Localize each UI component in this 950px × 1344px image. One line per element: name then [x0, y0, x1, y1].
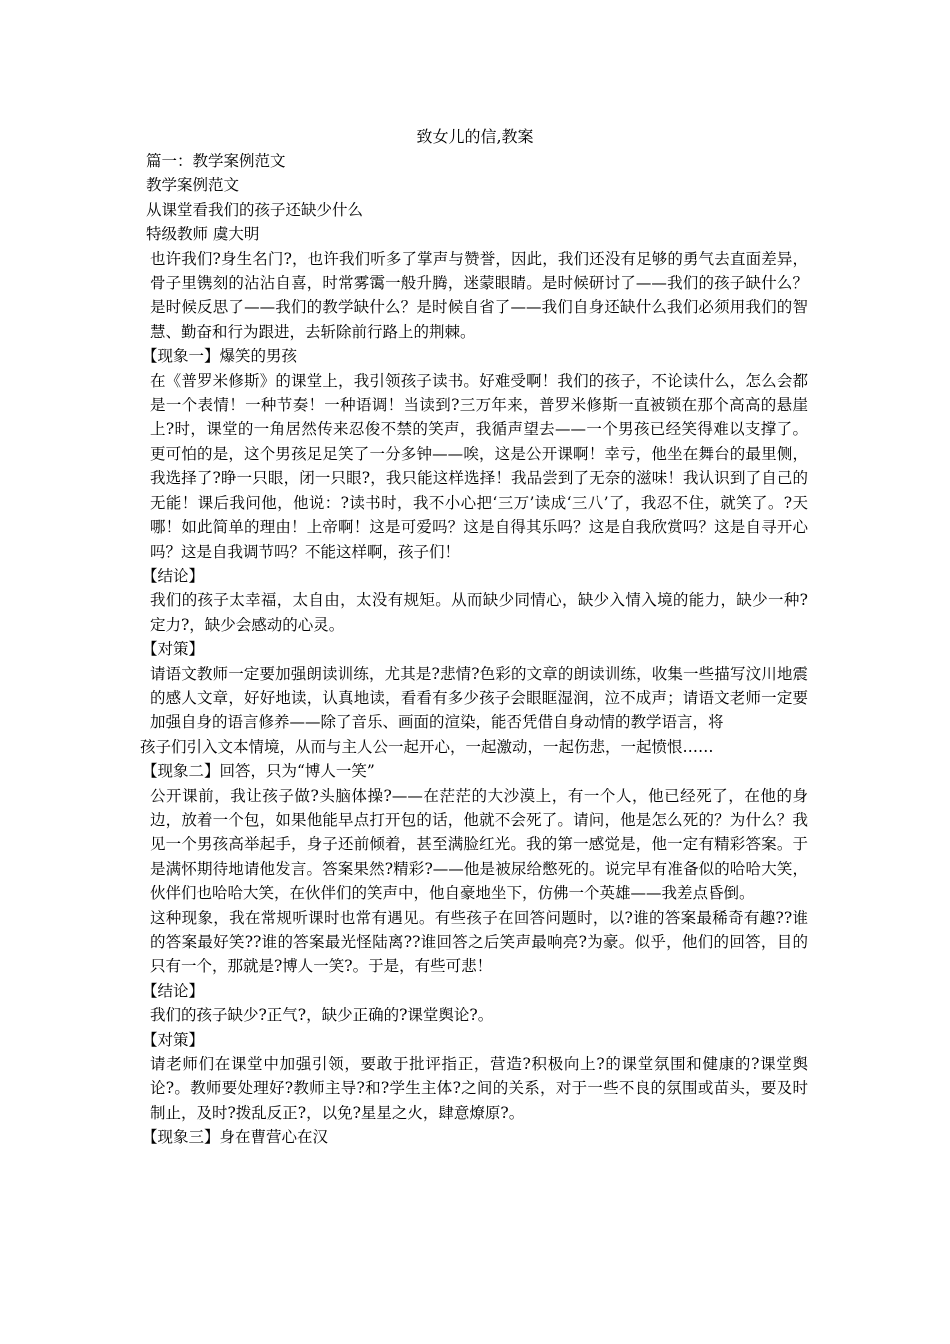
- section-heading: 【现象一】爆笑的男孩: [142, 347, 298, 366]
- paragraph: 篇一：教学案例范文: [146, 152, 286, 170]
- paragraph: 公开课前，我让孩子做?头脑体操?——在茫茫的大沙漠上，有一个人，他已经死了，在他的身边，放着一个包，如果他能早点打开包的话，他就不会死了。请问，他是怎么死的？为什么？我见一个男孩高举起手，身子还前倾着，甚至满脸红光。我的第一感觉是，他一定有精彩答案。于是满怀期待地请他发言。答案果然?精彩?——他是被尿给憋死的。说完早有准备似的哈哈大笑，伙伴们也哈哈大笑，在伙伴们的笑声中，他自豪地坐下，仿佛一个英雄——我差点昏倒。: [150, 786, 808, 903]
- paragraph: 孩子们引入文本情境，从而与主人公一起开心，一起激动，一起伤悲，一起愤恨……: [140, 737, 714, 756]
- paragraph: 我们的孩子太幸福，太自由，太没有规矩。从而缺少同情心，缺少入情入境的能力，缺少一种?定力?，缺少会感动的心灵。: [150, 591, 808, 634]
- document-body: [140, 149, 808, 1150]
- section-heading: 【现象二】回答，只为“博人一笑”: [142, 762, 375, 781]
- paragraph: 特级教师 虞大明: [146, 225, 260, 244]
- section-heading: 【现象三】身在曹营心在汉: [142, 1128, 329, 1147]
- section-heading: 【结论】: [142, 566, 205, 585]
- paragraph: 教学案例范文: [146, 176, 240, 195]
- paragraph: 请语文教师一定要加强朗读训练，尤其是?悲情?色彩的文章的朗读训练，收集一些描写汶川地震的感人文章，好好地读，认真地读，看看有多少孩子会眼眶湿润，泣不成声；请语文老师一定要加强自身的语言修养——除了音乐、画面的渲染，能否凭借自身动情的教学语言，将: [150, 664, 808, 732]
- document-title: 致女儿的信,教案: [416, 127, 534, 146]
- section-heading: 【结论】: [142, 981, 205, 1000]
- section-heading: 【对策】: [142, 1030, 205, 1049]
- paragraph: 这种现象，我在常规听课时也常有遇见。有些孩子在回答问题时，以?谁的答案最稀奇有趣??谁的答案最好笑??谁的答案最光怪陆离??谁回答之后笑声最响亮?为豪。似乎，他们的回答，目的只有一个，那就是?博人一笑?。于是，有些可悲！: [150, 908, 808, 976]
- paragraph: 请老师们在课堂中加强引领，要敢于批评指正，营造?积极向上?的课堂氛围和健康的?课堂舆论?。教师要处理好?教师主导?和?学生主体?之间的关系，对于一些不良的氛围或苗头，要及时制止，及时?拨乱反正?，以免?星星之火，肆意燎原?。: [150, 1055, 808, 1122]
- section-heading: 【对策】: [142, 640, 205, 659]
- paragraph: 在《普罗米修斯》的课堂上，我引领孩子读书。好难受啊！我们的孩子，不论读什么，怎么会都是一个表情！一种节奏！一种语调！当读到?三万年来，普罗米修斯一直被锁在那个高高的悬崖上?时，课堂的一角居然传来忍俊不禁的笑声，我循声望去——一个男孩已经笑得难以支撑了。更可怕的是，这个男孩足足笑了一分多钟——唉，这是公开课啊！幸亏，他坐在舞台的最里侧，我选择了?睁一只眼，闭一只眼?，我只能这样选择！我品尝到了无奈的滋味！我认识到了自己的无能！课后我问他，他说：?读书时，我不小心把‘三万’读成‘三八’了，我忍不住，就笑了。?天哪！如此简单的理由！上帝啊！这是可爱吗？这是自得其乐吗？这是自我欣赏吗？这是自寻开心吗？这是自我调节吗？不能这样啊，孩子们！: [150, 371, 808, 561]
- paragraph: 也许我们?身生名门?，也许我们听多了掌声与赞誉，因此，我们还没有足够的勇气去直面差异，骨子里镌刻的沾沾自喜，时常雾霭一般升腾，迷蒙眼睛。是时候研讨了——我们的孩子缺什么？是时候反思了——我们的教学缺什么？是时候自省了——我们自身还缺什么我们必须用我们的智慧、勤奋和行为跟进，去斩除前行路上的荆棘。: [150, 249, 808, 341]
- paragraph: 我们的孩子缺少?正气?，缺少正确的?课堂舆论?。: [150, 1006, 494, 1025]
- paragraph: 从课堂看我们的孩子还缺少什么: [146, 200, 364, 219]
